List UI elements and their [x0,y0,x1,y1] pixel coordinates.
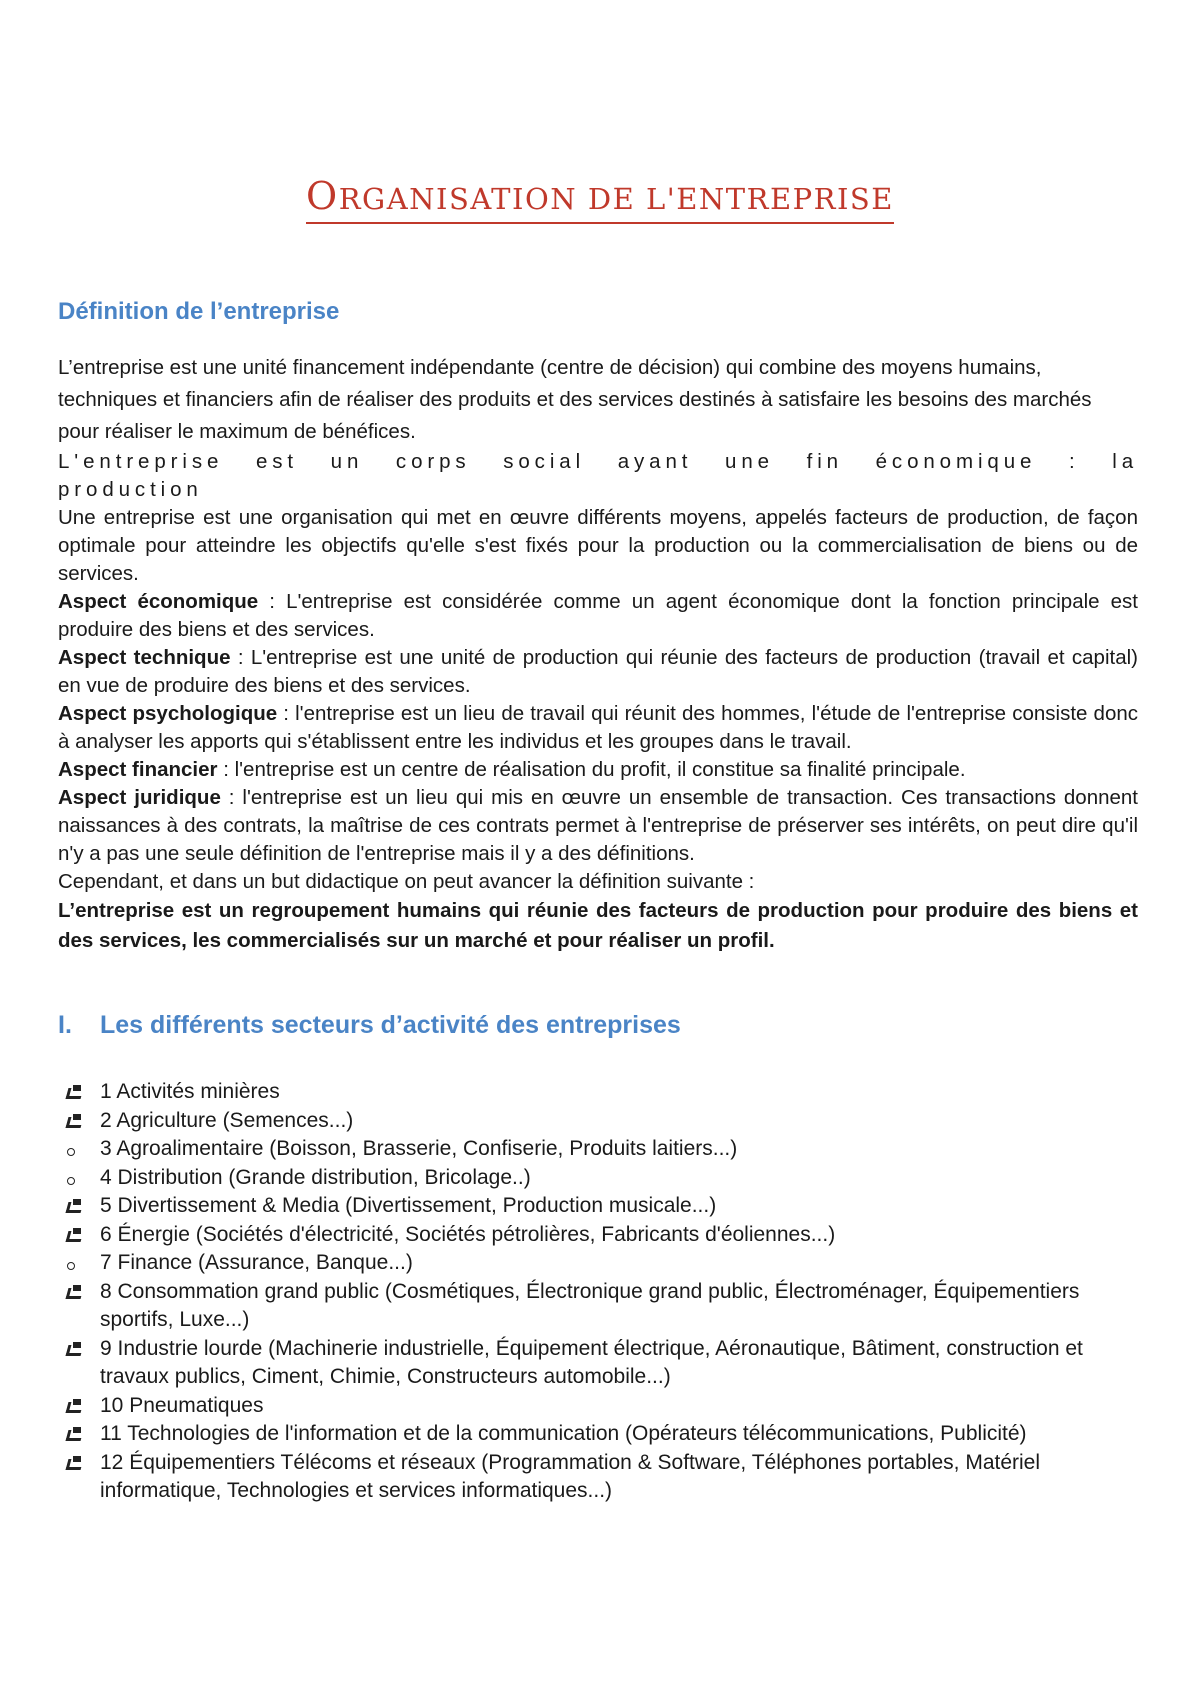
sectors-heading-number: I. [58,1011,72,1039]
list-item-text: 9 Industrie lourde (Machinerie industrielle, Équipement électrique, Aéronautique, Bâtiment, construction et travaux publics, Ciment, Chimie, Constructeurs automobile...) [100,1336,1083,1388]
check-icon [64,1420,100,1448]
list-item [64,1164,1114,1193]
check-icon [64,1192,100,1220]
check-icon [64,1078,100,1106]
cependant-paragraph: Cependant, et dans un but didactique on peut avancer la définition suivante : [58,870,755,893]
aspect-paragraph-economique [58,588,1138,644]
aspect-paragraph-psychologique [58,700,1138,756]
list-item [64,1221,1114,1250]
aspect-text: : L'entreprise est une unité de production qui réunie des facteurs de production (travail et capital) en vue de produire des biens et des services. [58,646,1138,697]
title-initial: O [306,174,339,218]
sectors-list [64,1078,1114,1506]
aspect-text: : l'entreprise est un lieu de travail qui réunit des hommes, l'étude de l'entreprise consiste donc à analyser les apports qui s'établissent entre les individus et les groupes dans le travail. [58,702,1138,753]
list-item-text: 3 Agroalimentaire (Boisson, Brasserie, Confiserie, Produits laitiers...) [100,1137,738,1160]
list-item [64,1107,1114,1136]
list-item-text: 1 Activités minières [100,1080,280,1103]
list-item [64,1278,1114,1335]
organisation-paragraph: Une entreprise est une organisation qui met en œuvre différents moyens, appelés facteurs de production, de façon optimale pour atteindre les objectifs qu'elle s'est fixés pour la production ou la commercialisation de biens ou de services. [58,506,1138,585]
list-item-text: 5 Divertissement & Media (Divertissement, Production musicale...) [100,1194,717,1217]
aspect-label: Aspect psychologique [58,702,278,725]
title-rest: RGANISATION DE L'ENTREPRISE [338,182,894,216]
aspect-text: : L'entreprise est considérée comme un agent économique dont la fonction principale est produire des biens et des services. [58,590,1139,641]
page-title [306,174,894,224]
list-item [64,1335,1114,1392]
spaced-line: L'entreprise est un corps social ayant une fin économique : la production [58,450,1138,501]
aspect-label: Aspect financier [58,758,218,781]
check-icon [64,1392,100,1420]
check-icon [64,1449,100,1477]
intro-paragraph: L’entreprise est une unité financement indépendante (centre de décision) qui combine des moyens humains, techniques et financiers afin de réaliser des produits et des services destinés à satisfaire les besoins des marchés pour réaliser le maximum de bénéfices. [58,356,1092,443]
conclusion-paragraph: L’entreprise est un regroupement humains qui réunie des facteurs de production pour produire des biens et des services, les commercialisés sur un marché et pour réaliser un profil. [58,899,1138,952]
list-item [64,1249,1114,1278]
list-item-text: 7 Finance (Assurance, Banque...) [100,1251,413,1274]
circle-icon [64,1164,100,1192]
check-icon [64,1107,100,1135]
list-item-text: 11 Technologies de l'information et de la communication (Opérateurs télécommunications, Publicité) [100,1422,1027,1445]
aspect-text: : l'entreprise est un lieu qui mis en œuvre un ensemble de transaction. Ces transactions donnent naissances à des contrats, la maîtrise de ces contrats permet à l'entreprise de préserver ses intérêts, on peut dire qu'il n'y a pas une seule définition de l'entreprise mais il y a des définitions. [58,786,1138,865]
circle-icon [64,1249,100,1277]
aspect-label: Aspect juridique [58,786,221,809]
title-container [0,174,1200,224]
list-item-text: 2 Agriculture (Semences...) [100,1108,354,1132]
aspect-paragraph-financier [58,756,1138,784]
aspect-paragraph-technique [58,644,1138,700]
list-item-text: 12 Équipementiers Télécoms et réseaux (Programmation & Software, Téléphones portables, Matériel informatique, Technologies et services informatiques...) [100,1450,1041,1502]
list-item-text: 4 Distribution (Grande distribution, Bricolage..) [100,1165,531,1189]
aspect-label: Aspect technique [58,646,231,669]
sectors-heading-title: Les différents secteurs d’activité des entreprises [100,1011,681,1039]
sectors-heading [58,1011,681,1040]
list-item-text: 10 Pneumatiques [100,1393,264,1417]
list-item [64,1449,1114,1506]
list-item [64,1078,1114,1107]
list-item-text: 6 Énergie (Sociétés d'électricité, Sociétés pétrolières, Fabricants d'éoliennes...) [100,1222,836,1246]
circle-icon [64,1135,100,1163]
check-icon [64,1335,100,1363]
check-icon [64,1221,100,1249]
list-item [64,1420,1114,1449]
definition-heading: Définition de l’entreprise [58,298,340,325]
list-item [64,1135,1114,1164]
definition-body [58,352,1138,956]
list-item-text: 8 Consommation grand public (Cosmétiques, Électronique grand public, Électroménager, Équipementiers sportifs, Luxe...) [100,1279,1080,1331]
list-item [64,1392,1114,1421]
aspect-label: Aspect économique [58,590,259,613]
list-item [64,1192,1114,1221]
aspect-paragraph-juridique [58,784,1138,868]
check-icon [64,1278,100,1306]
aspect-text: : l'entreprise est un centre de réalisation du profit, il constitue sa finalité principale. [217,758,966,781]
